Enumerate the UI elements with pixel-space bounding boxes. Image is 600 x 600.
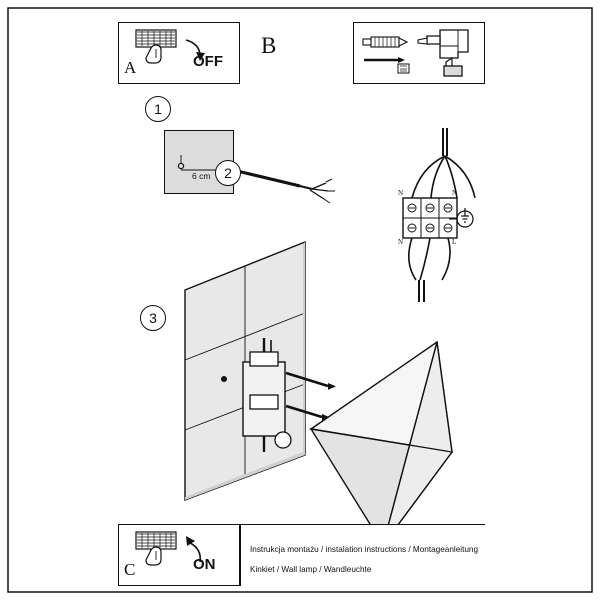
step-3-badge: 3 xyxy=(140,305,166,331)
label-on: ON xyxy=(193,556,216,573)
step-2-badge: 2 xyxy=(215,160,241,186)
terminal-label-n-top-right: N xyxy=(452,189,458,197)
label-b: B xyxy=(261,33,277,58)
dimension-6cm: 6 cm xyxy=(192,171,211,181)
switch-plate-hand-icon xyxy=(136,532,200,565)
step-1-badge: 1 xyxy=(145,96,171,122)
terminal-label-n-bottom-left: N xyxy=(398,238,404,246)
label-c: C xyxy=(124,560,136,579)
label-off: OFF xyxy=(193,53,223,70)
terminal-label-l-bottom-right: L xyxy=(452,238,457,246)
caption-line-2: Kinkiet / Wall lamp / Wandleuchte xyxy=(250,565,372,574)
label-a: A xyxy=(124,58,137,77)
terminal-label-n-top-left: N xyxy=(398,189,404,197)
caption-line-1: Instrukcja montażu / instalation instructions / Montageanleitung xyxy=(250,545,479,554)
